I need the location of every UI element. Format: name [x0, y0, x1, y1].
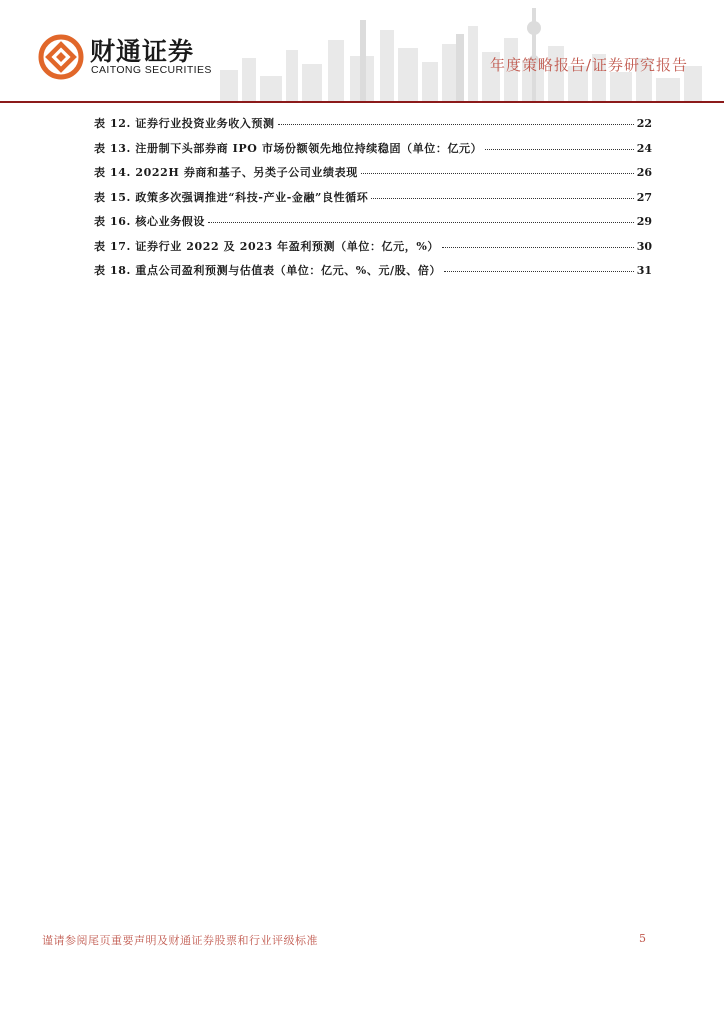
toc-leader-dots — [485, 149, 633, 150]
toc-entry[interactable] — [94, 164, 652, 189]
toc-entry-page: 22 — [636, 117, 652, 130]
toc-entry[interactable] — [94, 213, 652, 238]
toc-entry-title: 表 18. 重点公司盈利预测与估值表（单位：亿元、%、元/股、倍） — [94, 264, 442, 277]
toc-entry[interactable] — [94, 115, 652, 140]
brand-name-cn: 财通证券 — [90, 37, 195, 66]
brand-name-en: CAITONG SECURITIES — [91, 64, 212, 76]
toc-entry[interactable] — [94, 262, 652, 287]
toc-leader-dots — [444, 271, 634, 272]
toc-leader-dots — [442, 247, 634, 248]
toc-leader-dots — [361, 173, 634, 174]
toc-entry[interactable] — [94, 140, 652, 165]
toc-entry-title: 表 12. 证券行业投资业务收入预测 — [94, 117, 275, 130]
toc-entry-page: 30 — [636, 239, 652, 253]
toc-leader-dots — [278, 124, 634, 125]
toc-entry[interactable] — [94, 189, 652, 214]
toc-leader-dots — [208, 222, 634, 223]
toc-entry-title: 表 14. 2022H 券商和基子、另类子公司业绩表现 — [94, 166, 358, 179]
toc-entry-page: 26 — [636, 166, 652, 179]
toc-entry-page: 31 — [636, 264, 652, 277]
toc-leader-dots — [371, 198, 633, 199]
toc-entry-page: 27 — [636, 190, 652, 204]
toc-entry-title: 表 13. 注册制下头部券商 IPO 市场份额领先地位持续稳固（单位：亿元） — [94, 141, 483, 155]
report-type-label: 年度策略报告/证券研究报告 — [489, 56, 688, 74]
table-of-contents — [94, 115, 652, 287]
page-header — [0, 0, 724, 104]
page-number: 5 — [639, 932, 646, 945]
city-skyline-decoration — [200, 0, 724, 102]
toc-entry-title: 表 15. 政策多次强调推进“科技-产业-金融”良性循环 — [94, 190, 369, 204]
toc-entry-title: 表 17. 证券行业 2022 及 2023 年盈利预测（单位：亿元，%） — [94, 239, 439, 253]
toc-entry-title: 表 16. 核心业务假设 — [94, 215, 205, 228]
header-divider — [0, 101, 724, 103]
toc-entry[interactable] — [94, 238, 652, 263]
toc-entry-page: 29 — [636, 215, 652, 228]
caitong-logo-icon — [38, 34, 84, 80]
toc-entry-page: 24 — [636, 141, 652, 155]
disclaimer-note: 谨请参阅尾页重要声明及财通证券股票和行业评级标准 — [42, 934, 318, 947]
